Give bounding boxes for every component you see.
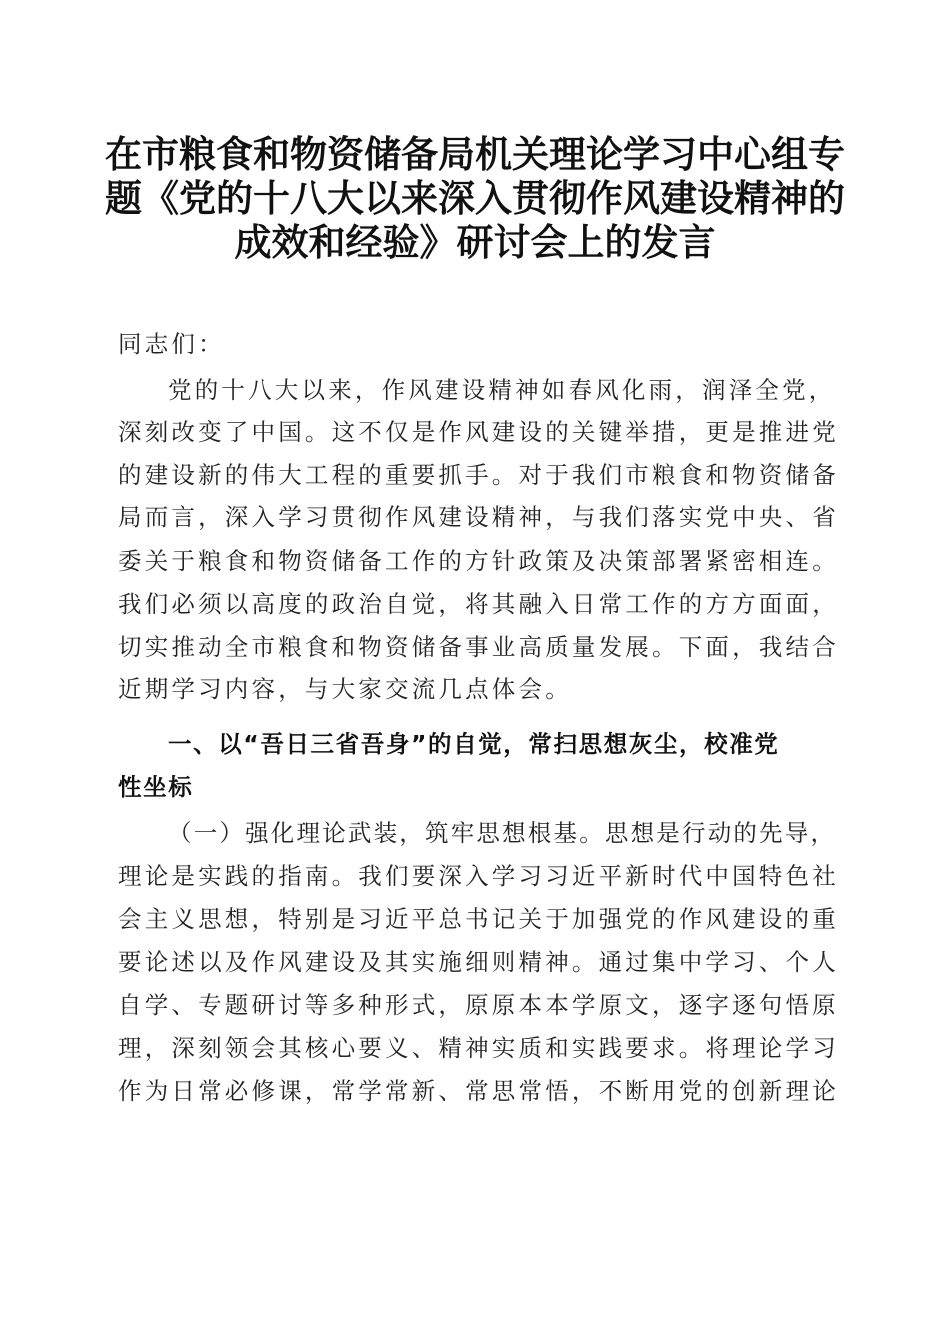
title-line: 题《党的十八大以来深入贯彻作风建设精神的 xyxy=(105,176,845,220)
paragraph-line: 我们必须以高度的政治自觉，将其融入日常工作的方方面面， xyxy=(118,590,839,618)
paragraph-line: 要论述以及作风建设及其实施细则精神。通过集中学习、个人 xyxy=(118,948,839,976)
paragraph-line: 自学、专题研讨等多种形式，原原本本学原文，逐字逐句悟原 xyxy=(118,991,839,1019)
paragraph-line: 委关于粮食和物资储备工作的方针政策及决策部署紧密相连。 xyxy=(118,547,839,575)
section-heading: 性坐标 xyxy=(118,773,194,801)
paragraph-line: 作为日常必修课，常学常新、常思常悟，不断用党的创新理论 xyxy=(118,1077,839,1105)
paragraph-line: 理论是实践的指南。我们要深入学习习近平新时代中国特色社 xyxy=(118,862,839,890)
section-heading: 一、以“吾日三省吾身”的自觉，常扫思想灰尘，校准党 xyxy=(168,730,780,758)
title-line: 在市粮食和物资储备局机关理论学习中心组专 xyxy=(105,132,845,176)
paragraph-line: 近期学习内容，与大家交流几点体会。 xyxy=(118,675,572,703)
paragraph-line: 局而言，深入学习贯彻作风建设精神，与我们落实党中央、省 xyxy=(118,503,839,531)
salutation: 同志们： xyxy=(118,330,225,358)
title-line: 成效和经验》研讨会上的发言 xyxy=(234,220,716,264)
paragraph-line: （一）强化理论武装，筑牢思想根基。思想是行动的先导， xyxy=(168,819,837,847)
paragraph-line: 深刻改变了中国。这不仅是作风建设的关键举措，更是推进党 xyxy=(118,418,839,446)
paragraph-line: 党的十八大以来，作风建设精神如春风化雨，润泽全党， xyxy=(168,376,836,404)
paragraph-line: 会主义思想，特别是习近平总书记关于加强党的作风建设的重 xyxy=(118,905,839,933)
document-title xyxy=(100,132,850,264)
paragraph-line: 理，深刻领会其核心要义、精神实质和实践要求。将理论学习 xyxy=(118,1034,839,1062)
paragraph-line: 的建设新的伟大工程的重要抓手。对于我们市粮食和物资储备 xyxy=(118,461,839,489)
paragraph-line: 切实推动全市粮食和物资储备事业高质量发展。下面，我结合 xyxy=(118,633,839,661)
